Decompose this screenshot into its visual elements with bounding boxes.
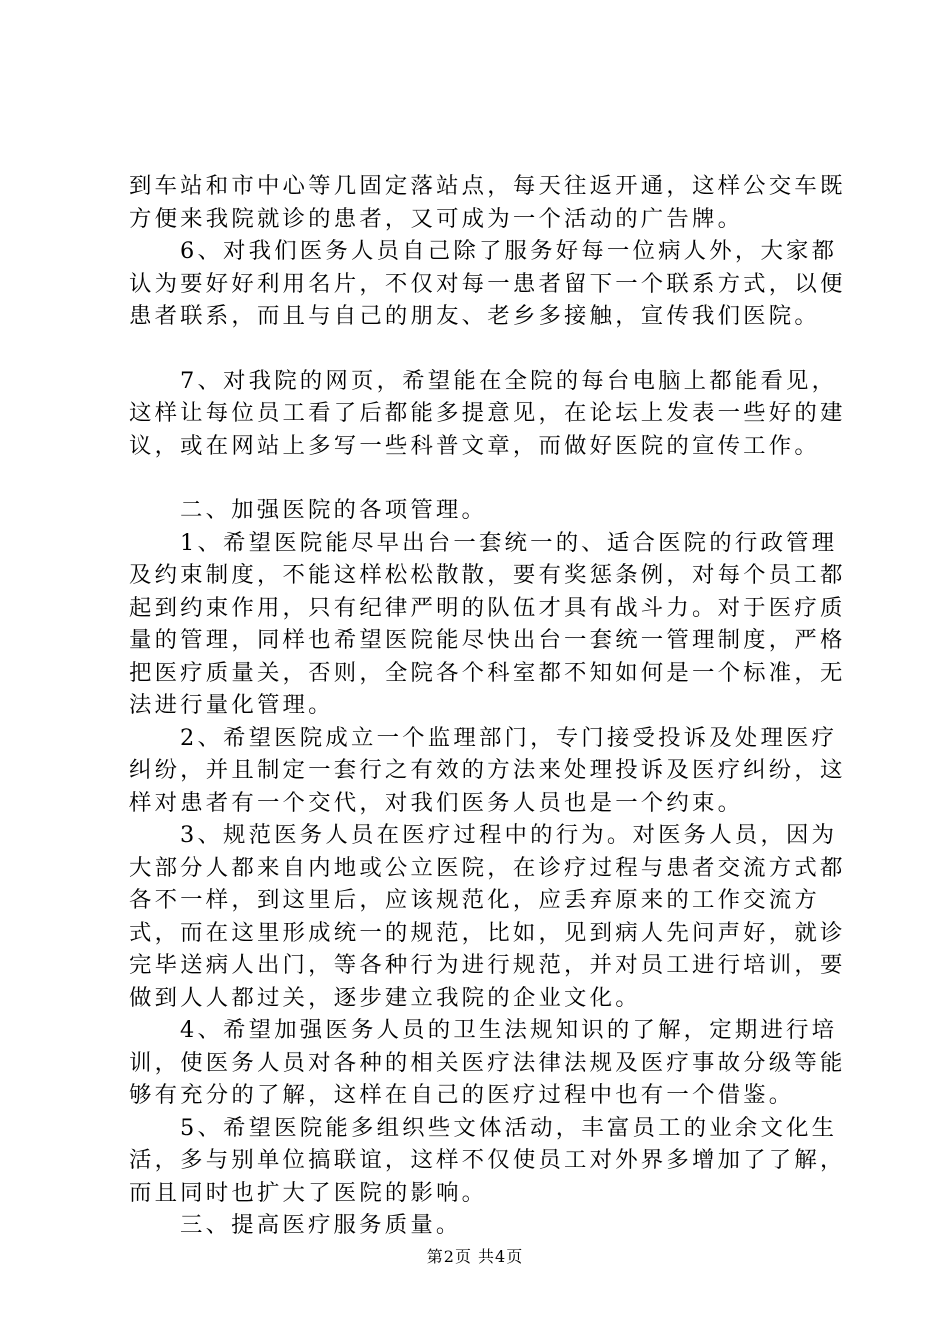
- paragraph-continuation: 到车站和市中心等几固定落站点，每天往返开通，这样公交车既方便来我院就诊的患者，又可成为一个活动的广告牌。: [129, 173, 846, 232]
- paragraph-item-5: 5、希望医院能多组织些文体活动，丰富员工的业余文化生活，多与别单位搞联谊，这样不仅使员工对外界多增加了了解，而且同时也扩大了医院的影响。: [129, 1114, 846, 1206]
- paragraph-gap: [129, 462, 849, 494]
- paragraph-item-6: 6、对我们医务人员自己除了服务好每一位病人外，大家都认为要好好利用名片，不仅对每一患者留下一个联系方式，以便患者联系，而且与自己的朋友、老乡多接触，宣传我们医院。: [129, 238, 846, 329]
- paragraph-item-4: 4、希望加强医务人员的卫生法规知识的了解，定期进行培训，使医务人员对各种的相关医疗法律法规及医疗事故分级等能够有充分的了解，这样在自己的医疗过程中也有一个借鉴。: [129, 1017, 846, 1108]
- paragraph-item-7: 7、对我院的网页，希望能在全院的每台电脑上都能看见，这样让每位员工看了后都能多提意见，在论坛上发表一些好的建议，或在网站上多写一些科普文章，而做好医院的宣传工作。: [129, 367, 846, 459]
- paragraph-item-1: 1、希望医院能尽早出台一套统一的、适合医院的行政管理及约束制度，不能这样松松散散，要有奖惩条例，对每个员工都起到约束作用，只有纪律严明的队伍才具有战斗力。对于医疗质量的管理，同样也希望医院能尽快出台一套统一管理制度，严格把医疗质量关，否则，全院各个科室都不知如何是一个标准，无法进行量化管理。: [129, 529, 846, 718]
- section-heading-3: 三、提高医疗服务质量。: [180, 1212, 462, 1238]
- section-heading-2: 二、加强医院的各项管理。: [180, 497, 488, 523]
- paragraph-gap: [129, 333, 849, 365]
- paragraph-item-3: 3、规范医务人员在医疗过程中的行为。对医务人员，因为大部分人都来自内地或公立医院，在诊疗过程与患者交流方式都各不一样，到这里后，应该规范化，应丢弃原来的工作交流方式，而在这里形成统一的规范，比如，见到病人先问声好，就诊完毕送病人出门，等各种行为进行规范，并对员工进行培训，要做到人人都过关，逐步建立我院的企业文化。: [129, 822, 846, 1011]
- page-footer: 第2页 共4页: [426, 1247, 524, 1266]
- paragraph-item-2: 2、希望医院成立一个监理部门，专门接受投诉及处理医疗纠纷，并且制定一套行之有效的方法来处理投诉及医疗纠纷，这样对患者有一个交代，对我们医务人员也是一个约束。: [129, 724, 846, 816]
- document-body: [129, 170, 849, 1242]
